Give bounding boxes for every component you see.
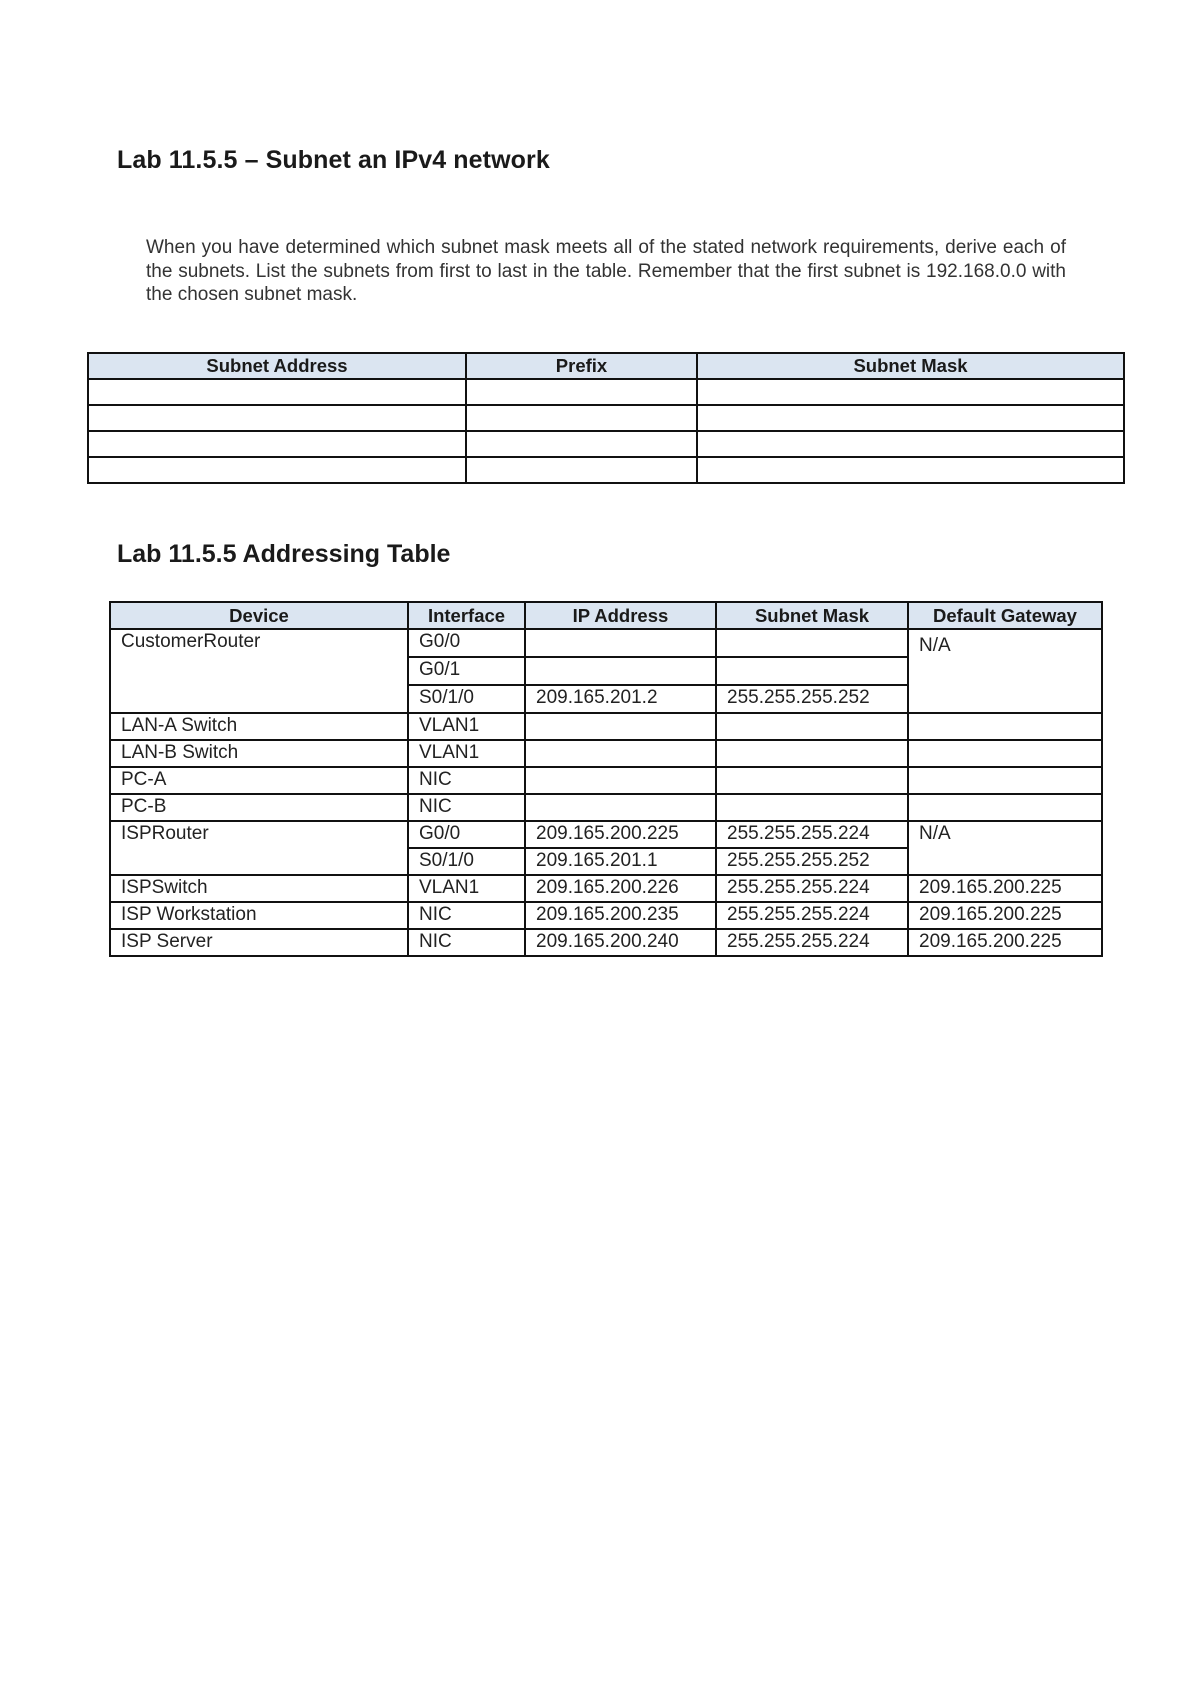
ip-address-cell: 209.165.200.235 (525, 902, 716, 929)
interface-cell: NIC (408, 929, 525, 956)
prefix-cell[interactable] (466, 457, 697, 483)
device-cell: CustomerRouter (110, 629, 408, 713)
table-row (110, 929, 1102, 956)
table-row (110, 794, 1102, 821)
interface-cell: NIC (408, 767, 525, 794)
header-default-gateway: Default Gateway (908, 602, 1102, 629)
ip-address-cell[interactable] (525, 713, 716, 740)
interface-cell: G0/1 (408, 657, 525, 685)
subnet-mask-cell: 255.255.255.252 (716, 848, 908, 875)
default-gateway-cell: 209.165.200.225 (908, 902, 1102, 929)
subnet-mask-cell: 255.255.255.224 (716, 821, 908, 848)
prefix-cell[interactable] (466, 431, 697, 457)
table-row (88, 379, 1124, 405)
interface-cell: VLAN1 (408, 740, 525, 767)
table-row (110, 767, 1102, 794)
default-gateway-cell: 209.165.200.225 (908, 875, 1102, 902)
device-cell: PC-A (110, 767, 408, 794)
device-cell: ISPRouter (110, 821, 408, 875)
default-gateway-cell[interactable] (908, 794, 1102, 821)
page-title: Lab 11.5.5 – Subnet an IPv4 network (117, 146, 550, 174)
header-subnet-mask: Subnet Mask (716, 602, 908, 629)
addressing-table-header-row (110, 602, 1102, 629)
subnet-mask-cell[interactable] (716, 629, 908, 657)
default-gateway-cell[interactable] (908, 767, 1102, 794)
header-subnet-mask: Subnet Mask (697, 353, 1124, 379)
subnet-mask-cell: 255.255.255.224 (716, 875, 908, 902)
subnet-address-cell[interactable] (88, 405, 466, 431)
header-subnet-address: Subnet Address (88, 353, 466, 379)
subnet-table (87, 352, 1125, 484)
table-row (88, 457, 1124, 483)
ip-address-cell[interactable] (525, 629, 716, 657)
subnet-address-cell[interactable] (88, 379, 466, 405)
subnet-mask-cell[interactable] (697, 431, 1124, 457)
table-row (110, 875, 1102, 902)
addressing-table-title: Lab 11.5.5 Addressing Table (117, 540, 451, 568)
table-row (88, 431, 1124, 457)
subnet-mask-cell[interactable] (716, 794, 908, 821)
header-device: Device (110, 602, 408, 629)
subnet-mask-cell[interactable] (716, 713, 908, 740)
table-row (110, 902, 1102, 929)
header-interface: Interface (408, 602, 525, 629)
subnet-address-cell[interactable] (88, 457, 466, 483)
ip-address-cell: 209.165.200.240 (525, 929, 716, 956)
interface-cell: G0/0 (408, 821, 525, 848)
interface-cell: VLAN1 (408, 713, 525, 740)
subnet-mask-cell: 255.255.255.224 (716, 902, 908, 929)
device-cell: ISP Server (110, 929, 408, 956)
interface-cell: S0/1/0 (408, 848, 525, 875)
device-cell: LAN-B Switch (110, 740, 408, 767)
subnet-address-cell[interactable] (88, 431, 466, 457)
default-gateway-cell[interactable] (908, 713, 1102, 740)
interface-cell: VLAN1 (408, 875, 525, 902)
device-cell: LAN-A Switch (110, 713, 408, 740)
ip-address-cell[interactable] (525, 794, 716, 821)
subnet-mask-cell[interactable] (697, 379, 1124, 405)
interface-cell: NIC (408, 794, 525, 821)
ip-address-cell: 209.165.201.2 (525, 685, 716, 713)
interface-cell: NIC (408, 902, 525, 929)
ip-address-cell[interactable] (525, 657, 716, 685)
header-prefix: Prefix (466, 353, 697, 379)
ip-address-cell[interactable] (525, 740, 716, 767)
table-row (110, 740, 1102, 767)
default-gateway-cell: 209.165.200.225 (908, 929, 1102, 956)
instructions-paragraph: When you have determined which subnet mask meets all of the stated network requirements, derive each of the subnets. List the subnets from first to last in the table. Remember that the first subnet is 192.168.0.0 with the chosen subnet mask. (146, 237, 1066, 305)
header-ip-address: IP Address (525, 602, 716, 629)
subnet-mask-cell[interactable] (697, 457, 1124, 483)
ip-address-cell: 209.165.200.226 (525, 875, 716, 902)
subnet-mask-cell[interactable] (716, 657, 908, 685)
table-row (88, 405, 1124, 431)
ip-address-cell[interactable] (525, 767, 716, 794)
table-row (110, 713, 1102, 740)
ip-address-cell: 209.165.201.1 (525, 848, 716, 875)
subnet-mask-cell[interactable] (716, 740, 908, 767)
default-gateway-cell[interactable] (908, 740, 1102, 767)
default-gateway-cell: N/A (908, 821, 1102, 875)
device-cell: ISPSwitch (110, 875, 408, 902)
table-row (110, 821, 1102, 848)
prefix-cell[interactable] (466, 379, 697, 405)
device-cell: PC-B (110, 794, 408, 821)
subnet-table-header-row (88, 353, 1124, 379)
interface-cell: S0/1/0 (408, 685, 525, 713)
ip-address-cell: 209.165.200.225 (525, 821, 716, 848)
addressing-table (109, 601, 1103, 957)
subnet-mask-cell[interactable] (716, 767, 908, 794)
prefix-cell[interactable] (466, 405, 697, 431)
subnet-mask-cell: 255.255.255.224 (716, 929, 908, 956)
table-row (110, 629, 1102, 657)
subnet-mask-cell: 255.255.255.252 (716, 685, 908, 713)
subnet-mask-cell[interactable] (697, 405, 1124, 431)
default-gateway-cell: N/A (908, 629, 1102, 713)
interface-cell: G0/0 (408, 629, 525, 657)
device-cell: ISP Workstation (110, 902, 408, 929)
